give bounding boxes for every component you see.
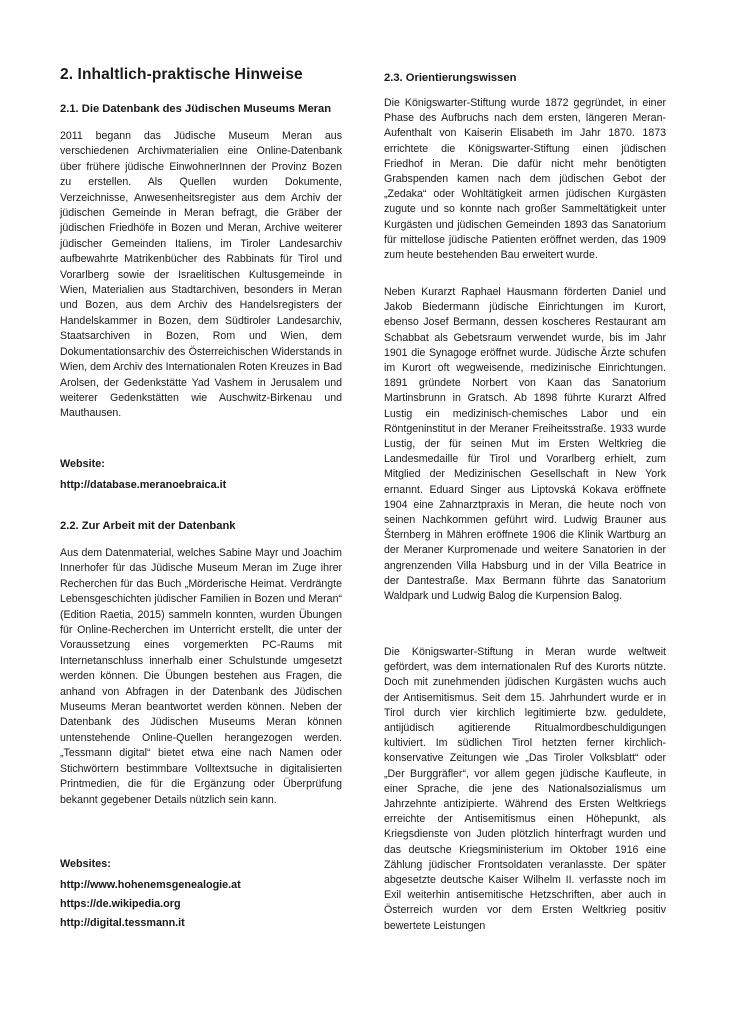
website-label: Website: <box>60 458 105 470</box>
section-2-2-heading: 2.2. Zur Arbeit mit der Datenbank <box>60 520 236 532</box>
database-link[interactable]: http://database.meranoebraica.it <box>60 479 227 491</box>
wikipedia-link[interactable]: https://de.wikipedia.org <box>60 898 181 910</box>
websites-label: Websites: <box>60 858 111 870</box>
orientation-paragraph-3: Die Königswarter-Stiftung in Meran wurde weltweit gefördert, was dem internationalen Ruf des Kurorts nützte. Doch mit zunehmenden jüdischen Kurgästen wuchs auch der Antisemitismus. Seit dem 15. Jahrhundert wurde er in Tirol durch vier kirchlich legitimierte bzw. geduldete, antijüdisch agitierende Ritualmordbeschuldigungen kultiviert. Im südlichen Tirol hetzten ferner kirchlich-konservative Zeitungen wie „Das Tiroler Volksblatt“ oder „Der Burggräfler“, vor allem gegen jüdische Kaufleute, in einer Sprache, die jene des Nationalsozialismus um Jahrzehnte antizipierte. Während des Ersten Weltkriegs erreichte der Antisemitismus einen Höhepunkt, als Kriegsdienste von Juden plötzlich hinterfragt wurden und das deutsche Kriegsministerium im Oktober 1916 eine Zählung jüdischer Frontsoldaten veranlasste. Der später abgesetzte deutsche Kaiser Wilhelm II. verfasste noch im Exil weiterhin antisemitische Hetzschriften, aber auch in Österreich wurden vor dem Ersten Weltkrieg positiv bewertete Leistungen <box>384 646 666 932</box>
orientation-paragraph-1: Die Königswarter-Stiftung wurde 1872 gegründet, in einer Phase des Aufbruchs nach dem ersten, längeren Meran-Aufenthalt von Kaiserin Elisabeth im Jahr 1870. 1873 errichtete die Königswarter-Stiftung einen jüdischen Friedhof in Meran. Die dafür nicht mehr benötigten Grabspenden kamen nach dem jüdischen Gebot der „Zedaka“ oder Wohltätigkeit armen jüdischen Kurgästen zugute und so konnte nach großer Sammeltätigkeit unter Kurgästen und jüdischen Gemeinden 1893 das Sanatorium für mittellose jüdische Patienten eröffnet werden, das 1909 zum heute bestehenden Bau erweitert wurde. <box>384 97 666 262</box>
section-2-1-heading: 2.1. Die Datenbank des Jüdischen Museums Meran <box>60 103 332 115</box>
page-title: 2. Inhaltlich-praktische Hinweise <box>60 66 303 83</box>
hohenems-link[interactable]: http://www.hohenemsgenealogie.at <box>60 879 241 891</box>
section-2-2-text: Aus dem Datenmaterial, welches Sabine Mayr und Joachim Innerhofer für das Jüdische Museum Meran im Zuge ihrer Recherchen für das Buch „Mörderische Heimat. Verdrängte Lebensgeschichten jüdischer Familien in Bozen und Meran“ (Edition Raetia, 2015) sammeln konnten, wurden Übungen für Online-Recherchen im Unterricht erstellt, die unter der Voraussetzung eines vorgemerkten PC-Raums mit Internetanschluss innerhalb einer Schulstunde umgesetzt werden können. Die Übungen bestehen aus Fragen, die anhand von Abfragen in der Datenbank des Jüdischen Museums Meran beantwortet werden können. Neben der Datenbank des Jüdischen Museums Meran können untenstehende Online-Quellen herangezogen werden. „Tessmann digital“ bietet etwa eine nach Namen oder Stichwörtern bestimmbare Volltextsuche in digitalisierten Printmedien, die für die Ergänzung oder Überprüfung bekannt gegebener Details nützlich sein kann. <box>60 547 342 806</box>
section-2-3-heading: 2.3. Orientierungswissen <box>384 72 517 84</box>
section-2-1-text: 2011 begann das Jüdische Museum Meran aus verschiedenen Archivmaterialien eine Online-Datenbank über frühere jüdische EinwohnerInnen der Provinz Bozen zu erstellen. Als Quellen wurden Dokumente, Verzeichnisse, Anwesenheitsregister aus dem Archiv der jüdischen Gemeinde in Meran befragt, die Gräber der jüdischen Friedhöfe in Bozen und Meran, Archive weiterer jüdischer Gemeinden Italiens, im Tiroler Landesarchiv aufbewahrte Matrikenbücher des Rabbinats für Tirol und Vorarlberg sowie der Israelitischen Kultusgemeinde in Wien, Materialien aus Stadtarchiven, besonders in Meran und Bozen, aus dem Archiv des Handelsregisters der Handelskammer in Bozen, dem Südtiroler Landesarchiv, Staatsarchiven in Bozen, Rom und Wien, dem Dokumentationsarchiv des Österreichischen Widerstands in Wien, dem Archiv des Internationalen Roten Kreuzes in Bad Arolsen, der Gedenkstätte Yad Vashem in Jerusalem und weiterer Gedenkstätten wie Auschwitz-Birkenau und Mauthausen. <box>60 130 342 420</box>
orientation-paragraph-2: Neben Kurarzt Raphael Hausmann förderten Daniel und Jakob Biedermann jüdische Einrichtungen im Kurort, ebenso Josef Bermann, dessen koscheres Restaurant am Schabbat als Gebetsraum verwendet wurde, bis im Jahr 1901 die Synagoge eröffnet wurde. Jüdische Ärzte schufen im Kurort oft wegweisende, medizinische Einrichtungen. 1891 gründete Norbert von Kaan das Sanatorium Martinsbrunn in Gratsch. Ab 1898 führte Kurarzt Alfred Lustig ein medizinisch-chemisches Labor und ein Röntgeninstitut in der Meraner Freiheitsstraße. 1933 wurde Lustig, der für seinen Mut im Ersten Weltkrieg die Landesmedaille für Tirol und Vorarlberg erhielt, zum Mitglied der Medizinischen Gesellschaft in New York ernannt. Eduard Singer aus Liptovská Kokava eröffnete 1904 eine Zahnarztpraxis in Meran, die heute noch von seinen Nachkommen geführt wird. Ludwig Brauner aus Šternberg in Mähren eröffnete 1906 die Klinik Wartburg an der Meraner Kurpromenade und weitere Sanatorien in der angrenzenden Villa Habsburg und in der Villa Beatrice in der Dantestraße. Max Bermann führte das Sanatorium Waldpark und Ludwig Balog die Kurpension Balog. <box>384 286 666 603</box>
tessmann-link[interactable]: http://digital.tessmann.it <box>60 917 185 929</box>
